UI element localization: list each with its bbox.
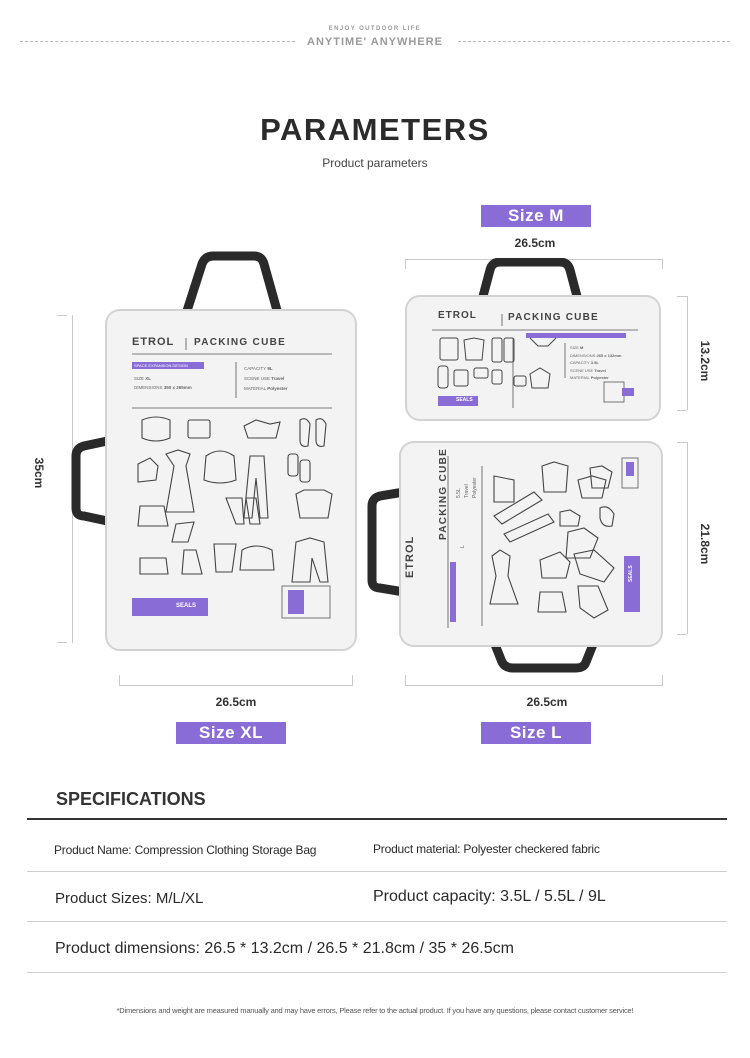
size-xl-scene-value: Travel xyxy=(271,376,285,381)
size-xl-dim-key: DIMENSIONS xyxy=(134,385,163,390)
size-l-material-value: Polyester xyxy=(472,477,478,498)
banner-slogan: ANYTIME' ANYWHERE xyxy=(307,36,443,48)
size-l-width-tick-left xyxy=(405,675,406,685)
spec-product-capacity: Product capacity: 3.5L / 5.5L / 9L xyxy=(373,888,606,905)
size-xl-design-tag: SPACE EXPANSION DESIGN xyxy=(134,363,188,368)
size-xl-spec-table-left xyxy=(134,374,192,392)
size-xl-capacity-value: 9L xyxy=(267,366,273,371)
banner-tagline: ENJOY OUTDOOR LIFE xyxy=(328,26,422,32)
size-l-height-tick-bottom xyxy=(677,634,687,635)
size-m-height-tick-bottom xyxy=(677,410,687,411)
size-m-bag-image xyxy=(400,258,666,426)
size-m-material-value: Polyester xyxy=(590,375,609,380)
size-xl-badge: Size XL xyxy=(176,722,286,744)
spec-product-dimensions: Product dimensions: 26.5 * 13.2cm / 26.5 * 21.8cm / 35 * 26.5cm xyxy=(55,940,514,957)
spec-row-divider-2 xyxy=(27,921,727,922)
specifications-top-rule xyxy=(27,818,727,820)
size-m-spec-table xyxy=(570,344,621,382)
size-m-brand-text: ETROL xyxy=(438,310,477,321)
page-subtitle: Product parameters xyxy=(322,156,428,170)
spec-product-sizes: Product Sizes: M/L/XL xyxy=(55,890,204,907)
size-m-seals-text: SEALS xyxy=(456,397,473,403)
size-m-capacity-value: 3.5L xyxy=(590,360,599,365)
size-xl-spec-table-right xyxy=(244,364,288,394)
size-l-product-text: PACKING CUBE xyxy=(438,447,449,540)
size-m-width-label: 26.5cm xyxy=(514,236,556,250)
size-m-height-label: 13.2cm xyxy=(698,340,712,382)
size-m-badge: Size M xyxy=(481,205,591,227)
spec-row-divider-3 xyxy=(27,972,727,973)
size-l-capacity-value: 5.5L xyxy=(456,488,462,498)
size-m-scene-value: Travel xyxy=(594,367,606,373)
size-xl-material-key: MATERIAL xyxy=(244,386,267,391)
size-m-product-text: PACKING CUBE xyxy=(508,312,599,323)
size-l-width-line xyxy=(405,685,663,686)
size-l-width-label: 26.5cm xyxy=(526,695,568,709)
size-m-capacity-key: CAPACITY xyxy=(570,360,590,365)
size-m-height-line xyxy=(687,296,688,410)
spec-product-material: Product material: Polyester checkered fabric xyxy=(373,842,600,856)
size-l-scene-value: Travel xyxy=(464,484,470,498)
size-xl-seals-text: SEALS xyxy=(176,603,197,609)
size-l-size-value: L xyxy=(460,545,466,548)
size-m-dim-key: DIMENSIONS xyxy=(570,352,596,358)
size-xl-size-value: XL xyxy=(145,376,152,381)
size-xl-material-value: Polyester xyxy=(267,386,288,391)
size-m-dim-value: 265 x 132mm xyxy=(596,352,622,358)
size-xl-height-label: 35cm xyxy=(32,457,46,489)
size-xl-width-label: 26.5cm xyxy=(215,695,257,709)
size-l-seals-text: SEALS xyxy=(628,565,634,582)
size-xl-size-key: SIZE xyxy=(134,376,145,381)
spec-product-name: Product Name: Compression Clothing Storage Bag xyxy=(54,843,317,857)
size-m-size-key: SIZE xyxy=(570,345,579,350)
size-xl-product-text: PACKING CUBE xyxy=(194,337,287,348)
spec-row-divider-1 xyxy=(27,871,727,872)
size-m-height-tick-top xyxy=(677,296,687,297)
size-xl-dim-value: 350 x 265mm xyxy=(163,385,192,390)
size-l-bag-image xyxy=(364,436,668,674)
page-title: PARAMETERS xyxy=(260,112,490,147)
size-l-brand-text: ETROL xyxy=(404,535,416,578)
size-l-height-tick-top xyxy=(677,442,687,443)
size-m-scene-key: SCENE USE xyxy=(570,367,594,373)
size-xl-capacity-key: CAPACITY xyxy=(244,366,267,371)
size-xl-brand-text: ETROL xyxy=(132,336,175,348)
specifications-title: SPECIFICATIONS xyxy=(56,789,206,809)
size-m-size-value: M xyxy=(580,345,584,350)
size-xl-scene-key: SCENE USE xyxy=(244,376,271,381)
size-l-height-line xyxy=(687,442,688,634)
size-l-width-tick-right xyxy=(662,675,663,685)
size-xl-bag-image xyxy=(66,250,366,660)
size-l-height-label: 21.8cm xyxy=(698,523,712,565)
size-xl-width-tick-right xyxy=(352,675,353,685)
size-m-material-key: MATERIAL xyxy=(570,375,590,380)
size-l-badge: Size L xyxy=(481,722,591,744)
footnote-disclaimer: *Dimensions and weight are measured manually and may have errors, Please refer to the actual product. If you have any questions, please contact customer service! xyxy=(116,1006,634,1015)
size-xl-width-tick-left xyxy=(119,675,120,685)
size-xl-width-line xyxy=(119,685,353,686)
top-banner xyxy=(0,26,750,50)
